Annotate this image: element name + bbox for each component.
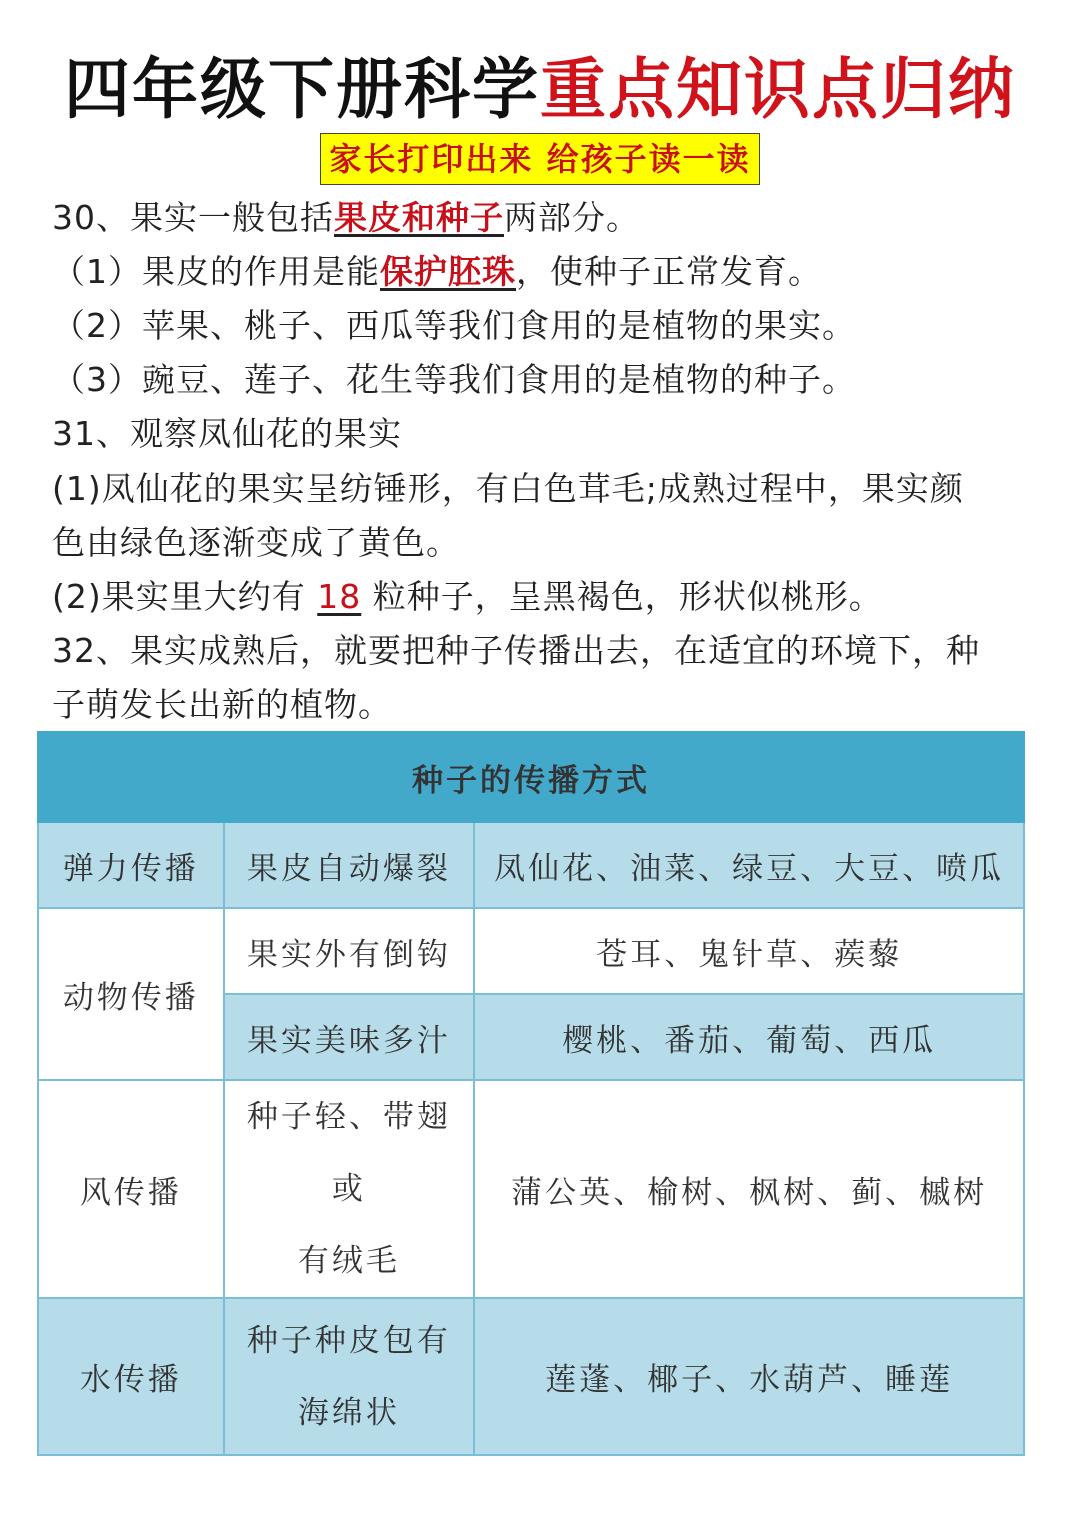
item-32-line1: 32、果实成熟后，就要把种子传播出去，在适宜的环境下，种 bbox=[52, 631, 980, 670]
item-32-line2: 子萌发长出新的植物。 bbox=[52, 685, 392, 724]
table-row bbox=[38, 1298, 1024, 1455]
feature-line: 种子种皮包有 bbox=[246, 1322, 451, 1359]
method-cell: 动物传播 bbox=[38, 908, 224, 1080]
feature-cell: 果实外有倒钩 bbox=[224, 908, 475, 994]
item-30-tail: 两部分。 bbox=[504, 198, 640, 237]
table-row bbox=[38, 1080, 1024, 1298]
item-30-1-tail: ，使种子正常发育。 bbox=[516, 252, 822, 291]
method-cell: 风传播 bbox=[38, 1080, 224, 1298]
feature-line: 有绒毛 bbox=[297, 1243, 400, 1279]
item-31-2-text: (2)果实里大约有 bbox=[52, 577, 318, 616]
item-30-1 bbox=[52, 247, 822, 297]
item-31-2 bbox=[52, 572, 883, 622]
item-30-highlight: 果皮和种子 bbox=[334, 198, 504, 237]
examples-cell: 樱桃、番茄、葡萄、西瓜 bbox=[474, 994, 1024, 1080]
examples-cell: 凤仙花、油菜、绿豆、大豆、喷瓜 bbox=[474, 822, 1024, 908]
examples-cell: 蒲公英、榆树、枫树、蓟、槭树 bbox=[474, 1080, 1024, 1298]
examples-cell: 莲蓬、椰子、水葫芦、睡莲 bbox=[474, 1298, 1024, 1455]
table-header: 种子的传播方式 bbox=[38, 732, 1024, 822]
item-30-3: （3）豌豆、莲子、花生等我们食用的是植物的种子。 bbox=[52, 360, 856, 399]
method-cell: 弹力传播 bbox=[38, 822, 224, 908]
item-30-text: 30、果实一般包括 bbox=[52, 198, 334, 237]
feature-cell: 果皮自动爆裂 bbox=[224, 822, 475, 908]
item-30-2: （2）苹果、桃子、西瓜等我们食用的是植物的果实。 bbox=[52, 306, 856, 345]
item-31-1-line2: 色由绿色逐渐变成了黄色。 bbox=[52, 523, 460, 562]
item-31-2-number: 18 bbox=[317, 577, 362, 616]
item-30 bbox=[52, 193, 640, 243]
item-31: 31、观察凤仙花的果实 bbox=[52, 414, 402, 453]
page-title bbox=[0, 50, 1080, 130]
title-part-black: 四年级下册科学 bbox=[64, 51, 540, 128]
item-30-1-highlight: 保护胚珠 bbox=[380, 252, 516, 291]
feature-line: 种子轻、带翅或 bbox=[246, 1099, 451, 1207]
feature-cell: 果实美味多汁 bbox=[224, 994, 475, 1080]
item-31-1-line1: (1)凤仙花的果实呈纺锤形，有白色茸毛;成熟过程中，果实颜 bbox=[52, 469, 964, 508]
method-cell: 水传播 bbox=[38, 1298, 224, 1455]
seed-dispersal-table bbox=[37, 731, 1025, 1456]
subtitle-wrapper bbox=[0, 133, 1080, 185]
feature-line: 海绵状 bbox=[297, 1394, 400, 1431]
feature-cell bbox=[224, 1298, 475, 1455]
item-30-1-text: （1）果皮的作用是能 bbox=[52, 252, 380, 291]
table-row bbox=[38, 822, 1024, 908]
subtitle-banner: 家长打印出来 给孩子读一读 bbox=[320, 133, 759, 185]
item-31-2-tail: 粒种子，呈黑褐色，形状似桃形。 bbox=[361, 577, 883, 616]
examples-cell: 苍耳、鬼针草、蒺藜 bbox=[474, 908, 1024, 994]
table-row bbox=[38, 908, 1024, 994]
title-part-red: 重点知识点归纳 bbox=[540, 51, 1016, 128]
feature-cell bbox=[224, 1080, 475, 1298]
